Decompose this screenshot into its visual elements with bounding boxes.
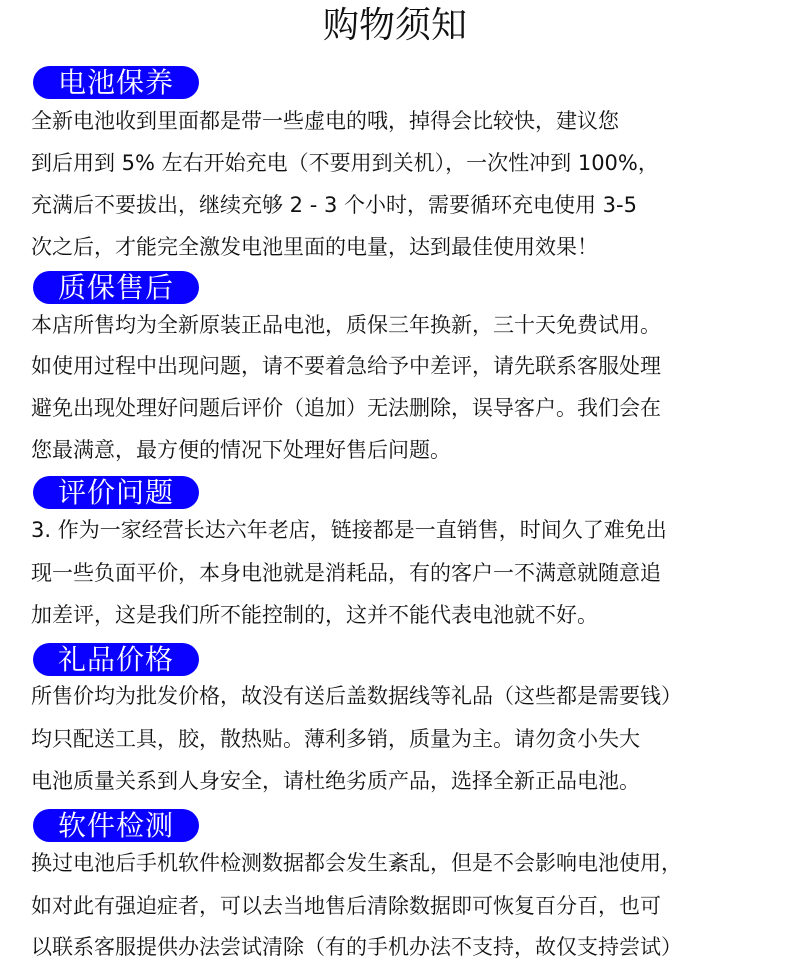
- page-title: 购物须知: [322, 5, 467, 46]
- section-heading-reviews: 评价问题: [33, 476, 199, 509]
- section-heading-gift-pricing: 礼品价格: [33, 643, 199, 676]
- paragraph-line: 现一些负面平价，本身电池就是消耗品，有的客户一不满意就随意追: [31, 561, 661, 585]
- paragraph-line: 您最满意，最方便的情况下处理好售后问题。: [31, 438, 451, 462]
- paragraph-line: 次之后，才能完全激发电池里面的电量，达到最佳使用效果！: [31, 235, 598, 259]
- section-heading-software-detection: 软件检测: [33, 809, 199, 842]
- paragraph-line: 均只配送工具，胶，散热贴。薄利多销，质量为主。请勿贪小失大: [31, 727, 640, 751]
- paragraph-line: 加差评，这是我们所不能控制的，这并不能代表电池就不好。: [31, 603, 598, 627]
- paragraph-line: 以联系客服提供办法尝试清除（有的手机办法不支持，故仅支持尝试）: [31, 935, 682, 959]
- paragraph-line: 如对此有强迫症者，可以去当地售后清除数据即可恢复百分百，也可: [31, 894, 661, 918]
- paragraph-line: 避免出现处理好问题后评价（追加）无法删除，误导客户。我们会在: [31, 396, 661, 420]
- section-heading-warranty: 质保售后: [33, 271, 199, 304]
- paragraph-line: 所售价均为批发价格，故没有送后盖数据线等礼品（这些都是需要钱）: [31, 684, 682, 708]
- section-heading-battery-care: 电池保养: [33, 66, 199, 99]
- paragraph-line: 3. 作为一家经营长达六年老店，链接都是一直销售，时间久了难免出: [31, 518, 667, 542]
- paragraph-line: 到后用到 5% 左右开始充电（不要用到关机），一次性冲到 100%，: [31, 151, 659, 175]
- paragraph-line: 本店所售均为全新原装正品电池，质保三年换新，三十天免费试用。: [31, 313, 661, 337]
- paragraph-line: 电池质量关系到人身安全，请杜绝劣质产品，选择全新正品电池。: [31, 769, 640, 793]
- paragraph-line: 换过电池后手机软件检测数据都会发生紊乱，但是不会影响电池使用，: [31, 851, 682, 875]
- paragraph-line: 充满后不要拔出，继续充够 2 - 3 个小时，需要循环充电使用 3-5: [31, 193, 637, 217]
- paragraph-line: 全新电池收到里面都是带一些虚电的哦，掉得会比较快，建议您: [31, 109, 619, 133]
- paragraph-line: 如使用过程中出现问题，请不要着急给予中差评，请先联系客服处理: [31, 354, 661, 378]
